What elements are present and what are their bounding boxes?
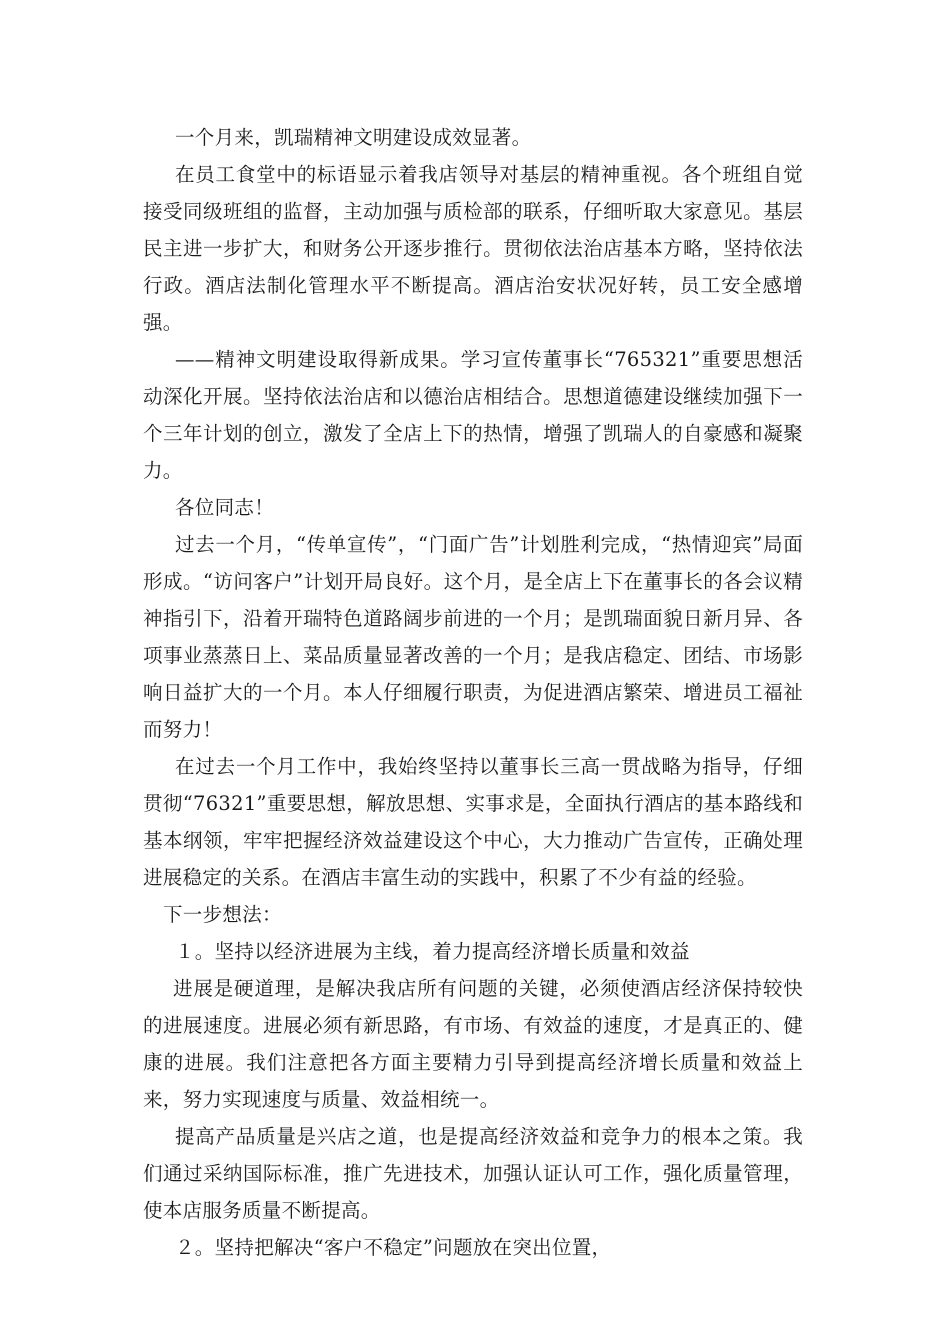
paragraph-intro: 一个月来，凯瑞精神文明建设成效显著。 <box>175 126 532 149</box>
paragraph-item-2-heading: ２。坚持把解决“客户不稳定”问题放在突出位置， <box>175 1236 612 1259</box>
paragraph-past-month: 过去一个月，“传单宣传”，“门面广告”计划胜利完成，“热情迎宾”局面形成。“访问客户”计划开局良好。这个月，是全店上下在董事长的各会议精神指引下，沿着开瑞特色道路阔步前进的一个月；是凯瑞面貌日新月异、各项事业蒸蒸日上、菜品质量显著改善的一个月；是我店稳定、团结、市场影响日益扩大的一个月。本人仔细履行职责，为促进酒店繁荣、增进员工福祉而努力！ <box>143 533 803 741</box>
paragraph-product-quality: 提高产品质量是兴店之道，也是提高经济效益和竞争力的根本之策。我们通过采纳国际标准，推广先进技术，加强认证认可工作，强化质量管理，使本店服务质量不断提高。 <box>143 1125 803 1222</box>
document-body <box>143 119 803 1266</box>
paragraph-canteen-slogan: 在员工食堂中的标语显示着我店领导对基层的精神重视。各个班组自觉接受同级班组的监督，主动加强与质检部的联系，仔细听取大家意见。基层民主进一步扩大，和财务公开逐步推行。贯彻依法治店基本方略，坚持依法行政。酒店法制化管理水平不断提高。酒店治安状况好转，员工安全感增强。 <box>143 163 803 334</box>
paragraph-spiritual-civilization: ——精神文明建设取得新成果。学习宣传董事长“765321”重要思想活动深化开展。坚持依法治店和以德治店相结合。思想道德建设继续加强下一个三年计划的创立，激发了全店上下的热情，增强了凯瑞人的自豪感和凝聚力。 <box>143 348 803 482</box>
paragraph-work-summary: 在过去一个月工作中，我始终坚持以董事长三高一贯战略为指导，仔细贯彻“76321”重要思想，解放思想、实事求是，全面执行酒店的基本路线和基本纲领，牢牢把握经济效益建设这个中心，大力推动广告宣传，正确处理进展稳定的关系。在酒店丰富生动的实践中，积累了不少有益的经验。 <box>143 755 803 889</box>
paragraph-next-steps-heading: 下一步想法： <box>163 903 282 926</box>
paragraph-item-1-heading: １。坚持以经济进展为主线，着力提高经济增长质量和效益 <box>175 940 690 963</box>
paragraph-greeting: 各位同志！ <box>175 496 275 519</box>
paragraph-development: 进展是硬道理，是解决我店所有问题的关键，必须使酒店经济保持较快的进展速度。进展必须有新思路，有市场、有效益的速度，才是真正的、健康的进展。我们注意把各方面主要精力引导到提高经济增长质量和效益上来，努力实现速度与质量、效益相统一。 <box>143 977 803 1111</box>
